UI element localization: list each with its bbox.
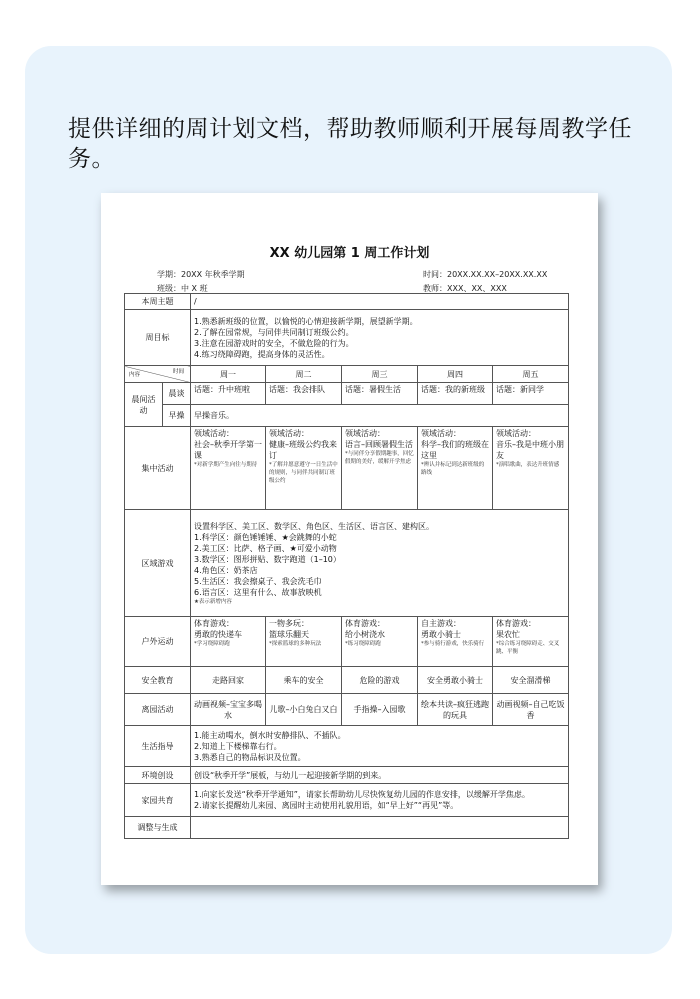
activity-note: *演唱歌曲，表达升班情感 [496, 462, 560, 468]
life-item: 2.知道上下楼梯靠右行。 [194, 741, 282, 751]
teachers-info: 教师：XXX、XX、XXX [423, 284, 507, 293]
leave-cell: 动画视频–宝宝多喝水 [191, 694, 266, 726]
page-heading: 提供详细的周计划文档，帮助教师顺利开展每周教学任务。 [68, 116, 632, 172]
talk-cell: 话题：暑假生活 [342, 383, 418, 405]
leave-row [125, 694, 569, 726]
life-label: 生活指导 [125, 726, 191, 767]
field-label: 自主游戏： [421, 619, 461, 628]
activity-title: 音乐–我是中班小朋友 [496, 440, 564, 460]
home-row [125, 784, 569, 817]
group-row [125, 427, 569, 510]
day-header: 周三 [342, 366, 418, 383]
group-cell [266, 427, 342, 510]
area-item: 4.角色区：奶茶店 [194, 565, 258, 575]
group-cell [493, 427, 569, 510]
group-cell [342, 427, 418, 510]
theme-value: / [191, 294, 569, 310]
activity-title: 勇敢小骑士 [421, 630, 461, 639]
field-label: 领域活动： [496, 429, 536, 438]
field-label: 一物多玩： [269, 619, 309, 628]
field-label: 体育游戏： [345, 619, 385, 628]
leave-cell: 儿歌–小白兔白又白 [266, 694, 342, 726]
talk-cell: 话题：升中班啦 [191, 383, 266, 405]
talk-cell: 话题：我会排队 [266, 383, 342, 405]
activity-note: *参与骑行游戏，快乐骑行 [421, 641, 485, 647]
corner-cell [125, 366, 191, 383]
outdoor-cell [342, 617, 418, 667]
activity-title: 科学–我们的班级在这里 [421, 440, 489, 460]
area-item: 6.语言区：这里有什么、故事放映机 [194, 587, 322, 597]
safety-cell: 危险的游戏 [342, 667, 418, 694]
goal-list [191, 310, 569, 366]
group-label: 集中活动 [125, 427, 191, 510]
field-label: 领域活动： [421, 429, 461, 438]
outdoor-label: 户外运动 [125, 617, 191, 667]
home-label: 家园共育 [125, 784, 191, 817]
theme-label: 本周主题 [125, 294, 191, 310]
area-item: 5.生活区：我会擦桌子、我会洗毛巾 [194, 576, 322, 586]
safety-label: 安全教育 [125, 667, 191, 694]
exercise-label: 早操 [163, 405, 191, 427]
adjust-value [191, 817, 569, 839]
outdoor-cell [493, 617, 569, 667]
area-list [191, 510, 569, 617]
goal-item: 4.练习绕障碍跑，提高身体的灵活性。 [194, 349, 330, 359]
class-info: 班级：中 X 班 [157, 284, 208, 293]
day-header-row [125, 366, 569, 383]
goal-row [125, 310, 569, 366]
semester-info: 学期：20XX 年秋季学期 [157, 270, 245, 279]
life-list [191, 726, 569, 767]
home-item: 1.向家长发送“秋季开学通知”，请家长帮助幼儿尽快恢复幼儿园的作息安排，以缓解开学焦虑。 [194, 790, 530, 799]
adjust-label: 调整与生成 [125, 817, 191, 839]
activity-note: *辨认并标记到达新班级的路线 [421, 462, 485, 476]
life-row [125, 726, 569, 767]
env-row [125, 767, 569, 784]
activity-note: *练习绕障碍跑 [345, 641, 381, 647]
env-value: 创设“秋季开学”展板，与幼儿一起迎接新学期的到来。 [191, 767, 569, 784]
safety-cell: 安全勇敢小骑士 [418, 667, 493, 694]
leave-cell: 动画视频–自己吃饭香 [493, 694, 569, 726]
home-list [191, 784, 569, 817]
exercise-value: 早操音乐。 [191, 405, 569, 427]
env-label: 环境创设 [125, 767, 191, 784]
corner-time-label: 时间 [172, 369, 184, 375]
activity-title: 社会–秋季开学第一课 [194, 440, 262, 460]
area-item: 2.美工区：比萨、格子画、★可爱小动物 [194, 543, 337, 553]
area-row [125, 510, 569, 617]
activity-title: 给小树浇水 [345, 630, 385, 639]
group-cell [418, 427, 493, 510]
field-label: 体育游戏： [496, 619, 536, 628]
weekly-plan-table [124, 293, 569, 839]
theme-row [125, 294, 569, 310]
talk-label: 晨谈 [163, 383, 191, 405]
activity-note: *探索篮球的多种玩法 [269, 641, 322, 647]
talk-row [125, 383, 569, 405]
talk-cell: 话题：我的新班级 [418, 383, 493, 405]
goal-item: 1.熟悉新班级的位置，以愉悦的心情迎接新学期，展望新学期。 [194, 316, 418, 326]
activity-note: *综合练习绕障碍走、交叉跳、平衡 [496, 641, 560, 655]
area-item: 设置科学区、美工区、数学区、角色区、生活区、语言区、建构区。 [194, 521, 434, 531]
morning-label: 晨间活动 [125, 383, 163, 427]
day-header: 周一 [191, 366, 266, 383]
group-cell [191, 427, 266, 510]
activity-note: *与同伴分享假期趣事，回忆假期的美好，缓解开学焦虑 [345, 451, 414, 465]
activity-note: *学习绕障碍跑 [194, 641, 230, 647]
activity-note: *了解并愿意遵守一日生活中的规则，与同伴共同制订班级公约 [269, 462, 338, 484]
day-header: 周四 [418, 366, 493, 383]
goal-item: 2.了解在园常规，与同伴共同制订班级公约。 [194, 327, 354, 337]
safety-row [125, 667, 569, 694]
time-info: 时间：20XX.XX.XX–20XX.XX.XX [423, 270, 548, 279]
activity-title: 勇敢的快递车 [194, 630, 242, 639]
document-title: XX 幼儿园第 1 周工作计划 [269, 246, 430, 261]
leave-cell: 手指操–入园歌 [342, 694, 418, 726]
field-label: 领域活动： [269, 429, 309, 438]
goal-item: 3.注意在园游戏时的安全，不做危险的行为。 [194, 338, 354, 348]
field-label: 领域活动： [345, 429, 385, 438]
safety-cell: 安全溜滑梯 [493, 667, 569, 694]
activity-title: 语言–回顾暑假生活 [345, 440, 413, 449]
day-header: 周二 [266, 366, 342, 383]
life-item: 1.能主动喝水，倒水时安静排队、不插队。 [194, 730, 346, 740]
leave-label: 离园活动 [125, 694, 191, 726]
activity-title: 健康–班级公约我来订 [269, 440, 337, 460]
life-item: 3.熟悉自己的物品标识及位置。 [194, 752, 306, 762]
corner-content-label: 内容 [129, 372, 141, 378]
adjust-row [125, 817, 569, 839]
activity-title: 果农忙 [496, 630, 520, 639]
goal-label: 周目标 [125, 310, 191, 366]
activity-title: 篮球乐翻天 [269, 630, 309, 639]
leave-cell: 绘本共读–疯狂逃跑的玩具 [418, 694, 493, 726]
outdoor-cell [418, 617, 493, 667]
activity-note: *对新学期产生向往与期待 [194, 462, 258, 468]
outdoor-cell [266, 617, 342, 667]
safety-cell: 走路回家 [191, 667, 266, 694]
day-header: 周五 [493, 366, 569, 383]
safety-cell: 乘车的安全 [266, 667, 342, 694]
area-label: 区域游戏 [125, 510, 191, 617]
talk-cell: 话题：新同学 [493, 383, 569, 405]
outdoor-cell [191, 617, 266, 667]
field-label: 体育游戏： [194, 619, 234, 628]
area-item: 1.科学区：颜色锤锤锤、★会跳舞的小蛇 [194, 532, 337, 542]
outdoor-row [125, 617, 569, 667]
home-item: 2.请家长提醒幼儿来园、离园时主动使用礼貌用语，如“早上好”“再见”等。 [194, 801, 459, 810]
area-item: 3.数学区：图形拼贴、数字跑道（1–10） [194, 554, 341, 564]
area-legend: ★表示新增内容 [194, 598, 232, 605]
document-page [101, 193, 598, 885]
field-label: 领域活动： [194, 429, 234, 438]
exercise-row [125, 405, 569, 427]
